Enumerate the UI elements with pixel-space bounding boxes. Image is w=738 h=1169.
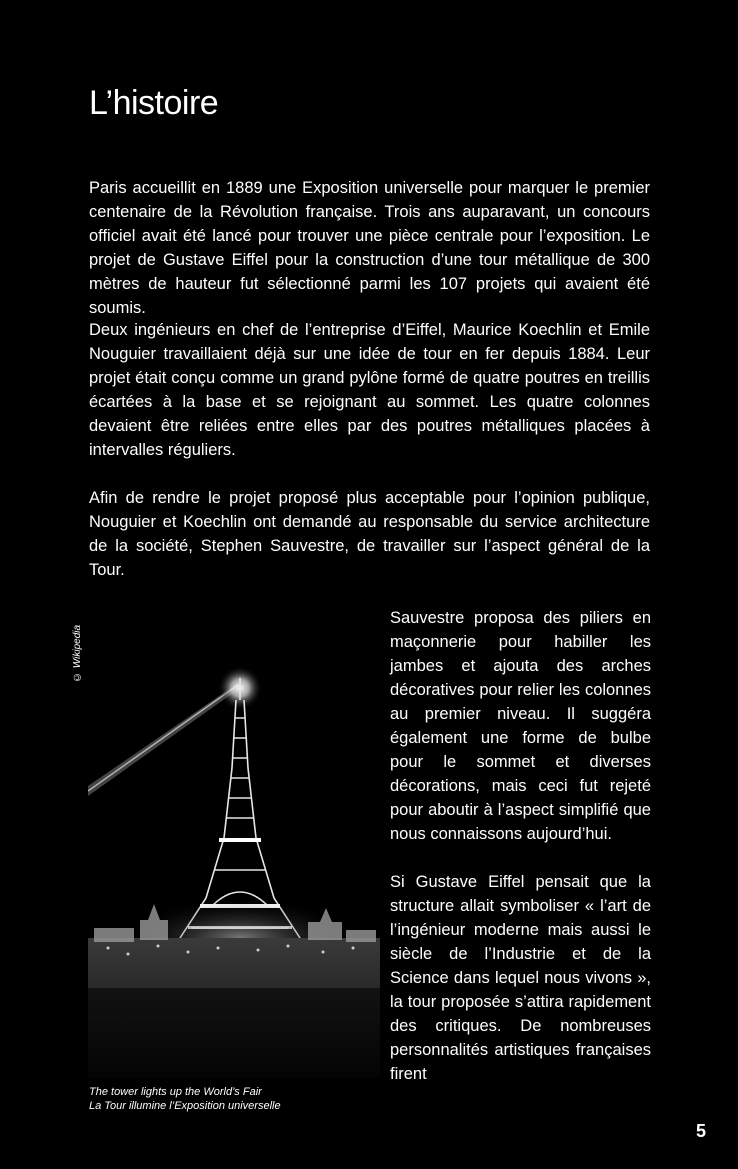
eiffel-tower-illustration bbox=[88, 608, 380, 1078]
eiffel-tower-night-photo bbox=[88, 608, 380, 1078]
paragraph-1: Paris accueillit en 1889 une Exposition universelle pour marquer le premier centenaire de la Révolution française. Trois ans auparavant, un concours officiel avait été lancé pour trouver une pièce centrale pour l’exposition. Le projet de Gustave Eiffel pour la construction d’une tour métallique de 300 mètres de hauteur fut sélectionné parmi les 107 projets qui avaient été soumis. bbox=[89, 179, 650, 317]
photo-credit: © Wikipedia bbox=[72, 624, 83, 682]
page-title: L’histoire bbox=[89, 84, 219, 122]
paragraph-4: Sauvestre proposa des piliers en maçonnerie pour habiller les jambes et ajouta des arches décoratives pour relier les colonnes au premier niveau. Il suggéra également une forme de bulbe pour le sommet et diverses décorations, mais ceci fut rejeté pour aboutir à l’aspect simplifié que nous connaissons aujourd’hui. bbox=[390, 609, 651, 843]
paragraph-3: Afin de rendre le projet proposé plus acceptable pour l’opinion publique, Nouguier et Koechlin ont demandé au responsable du service architecture de la société, Stephen Sauvestre, de travailler sur l’aspect général de la Tour. bbox=[89, 489, 650, 579]
page-number: 5 bbox=[696, 1121, 707, 1141]
paragraph-5: Si Gustave Eiffel pensait que la structure allait symboliser « l’art de l’ingénieur moderne mais aussi le siècle de l’Industrie et de la Science dans lequel nous vivons », la tour proposée s’attira rapidement des critiques. De nombreuses personnalités artistiques françaises firent bbox=[390, 873, 651, 1083]
caption-english: The tower lights up the World’s Fair bbox=[89, 1086, 262, 1098]
paragraph-2: Deux ingénieurs en chef de l’entreprise d’Eiffel, Maurice Koechlin et Emile Nouguier travaillaient déjà sur une idée de tour en fer depuis 1884. Leur projet était conçu comme un grand pylône formé de quatre poutres en treillis écartées à la base et se rejoignant au sommet. Les quatre colonnes devaient être reliées entre elles par des poutres métalliques placées à intervalles réguliers. bbox=[89, 321, 650, 459]
photo-caption bbox=[89, 1085, 281, 1113]
caption-french: La Tour illumine l’Exposition universelle bbox=[89, 1100, 281, 1112]
